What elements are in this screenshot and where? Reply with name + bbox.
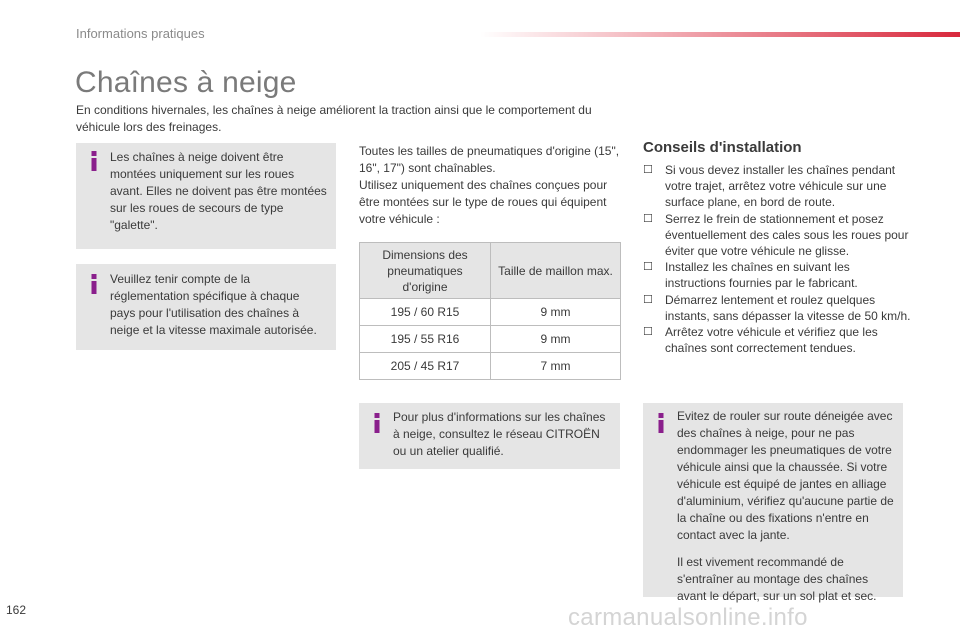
info-text: Veuillez tenir compte de la réglementation spécifique à chaque pays pour l'utilisation des chaînes à neige et la vitesse maximale autorisée.: [110, 272, 317, 337]
info-i-icon: [87, 151, 101, 171]
info-text: Pour plus d'informations sur les chaînes à neige, consultez le réseau CITROËN ou un atelier qualifié.: [393, 410, 606, 458]
list-item: [643, 259, 913, 291]
page-title: Chaînes à neige: [75, 66, 297, 99]
table-cell: 9 mm: [491, 326, 621, 353]
header-section-title: Informations pratiques: [76, 26, 205, 41]
list-item: [643, 324, 913, 356]
column-header-dimensions: Dimensions des pneumatiques d'origine: [360, 243, 491, 299]
table-row: [360, 326, 621, 353]
info-i-icon: [654, 413, 668, 433]
installation-tips-list: [643, 162, 913, 356]
checkbox-bullet-icon: ☐: [643, 326, 653, 339]
table-header-row: [360, 243, 621, 299]
tire-sizes-text: [359, 143, 621, 228]
checkbox-bullet-icon: ☐: [643, 212, 653, 225]
tip-text: Si vous devez installer les chaînes pendant votre trajet, arrêtez votre véhicule sur une surface plane, en bord de route.: [665, 163, 896, 210]
watermark: carmanualsonline.info: [568, 604, 808, 631]
table-cell: 195 / 60 R15: [360, 299, 491, 326]
info-box-front-wheels: [76, 143, 336, 249]
info-box-dealer: [359, 403, 620, 469]
checkbox-bullet-icon: ☐: [643, 261, 653, 274]
info-text: Il est vivement recommandé de s'entraîner au montage des chaînes avant le départ, sur un sol plat et sec.: [677, 555, 877, 603]
list-item: [643, 211, 913, 260]
intro-paragraph: En conditions hivernales, les chaînes à neige améliorent la traction ainsi que le comportement du véhicule lors des freinages.: [76, 103, 592, 134]
table-cell: 7 mm: [491, 353, 621, 380]
installation-title: Conseils d'installation: [643, 139, 802, 156]
tip-text: Démarrez lentement et roulez quelques instants, sans dépasser la vitesse de 50 km/h.: [665, 292, 911, 323]
table-row: [360, 353, 621, 380]
table-row: [360, 299, 621, 326]
tire-chain-table: [359, 242, 621, 380]
table-cell: 205 / 45 R17: [360, 353, 491, 380]
info-i-icon: [370, 413, 384, 433]
column-header-link-size: Taille de maillon max.: [491, 243, 621, 299]
page-number: 162: [6, 603, 27, 617]
header-accent-bar: [480, 32, 960, 37]
list-item: [643, 162, 913, 211]
list-item: [643, 292, 913, 324]
info-text: Evitez de rouler sur route déneigée avec des chaînes à neige, pour ne pas endommager les pneumatiques de votre véhicule ainsi que la chaussée. Si votre véhicule est équipé de jantes en alliage d'aluminium, vérifiez qu'aucune partie de la chaîne ou des fixations n'entre en contact avec la jante.: [677, 409, 894, 542]
checkbox-bullet-icon: ☐: [643, 293, 653, 306]
table-cell: 9 mm: [491, 299, 621, 326]
tire-sizes-paragraph: Toutes les tailles de pneumatiques d'origine (15", 16", 17") sont chaînables.: [359, 144, 620, 175]
tip-text: Installez les chaînes en suivant les instructions fournies par le fabricant.: [665, 260, 858, 291]
info-box-regulations: [76, 264, 336, 350]
chain-usage-paragraph: Utilisez uniquement des chaînes conçues pour être montées sur le type de roues qui équipent votre véhicule :: [359, 178, 608, 226]
tip-text: Serrez le frein de stationnement et posez éventuellement des cales sous les roues pour éviter que votre véhicule ne glisse.: [665, 211, 909, 259]
info-text: Les chaînes à neige doivent être montées uniquement sur les roues avant. Elles ne doivent pas être montées sur les roues de secours de type "galette".: [110, 150, 327, 232]
checkbox-bullet-icon: ☐: [643, 164, 653, 176]
table-cell: 195 / 55 R16: [360, 326, 491, 353]
tip-text: Arrêtez votre véhicule et vérifiez que les chaînes sont correctement tendues.: [665, 325, 878, 356]
info-box-snow-road: [643, 403, 903, 603]
info-i-icon: [87, 274, 101, 294]
